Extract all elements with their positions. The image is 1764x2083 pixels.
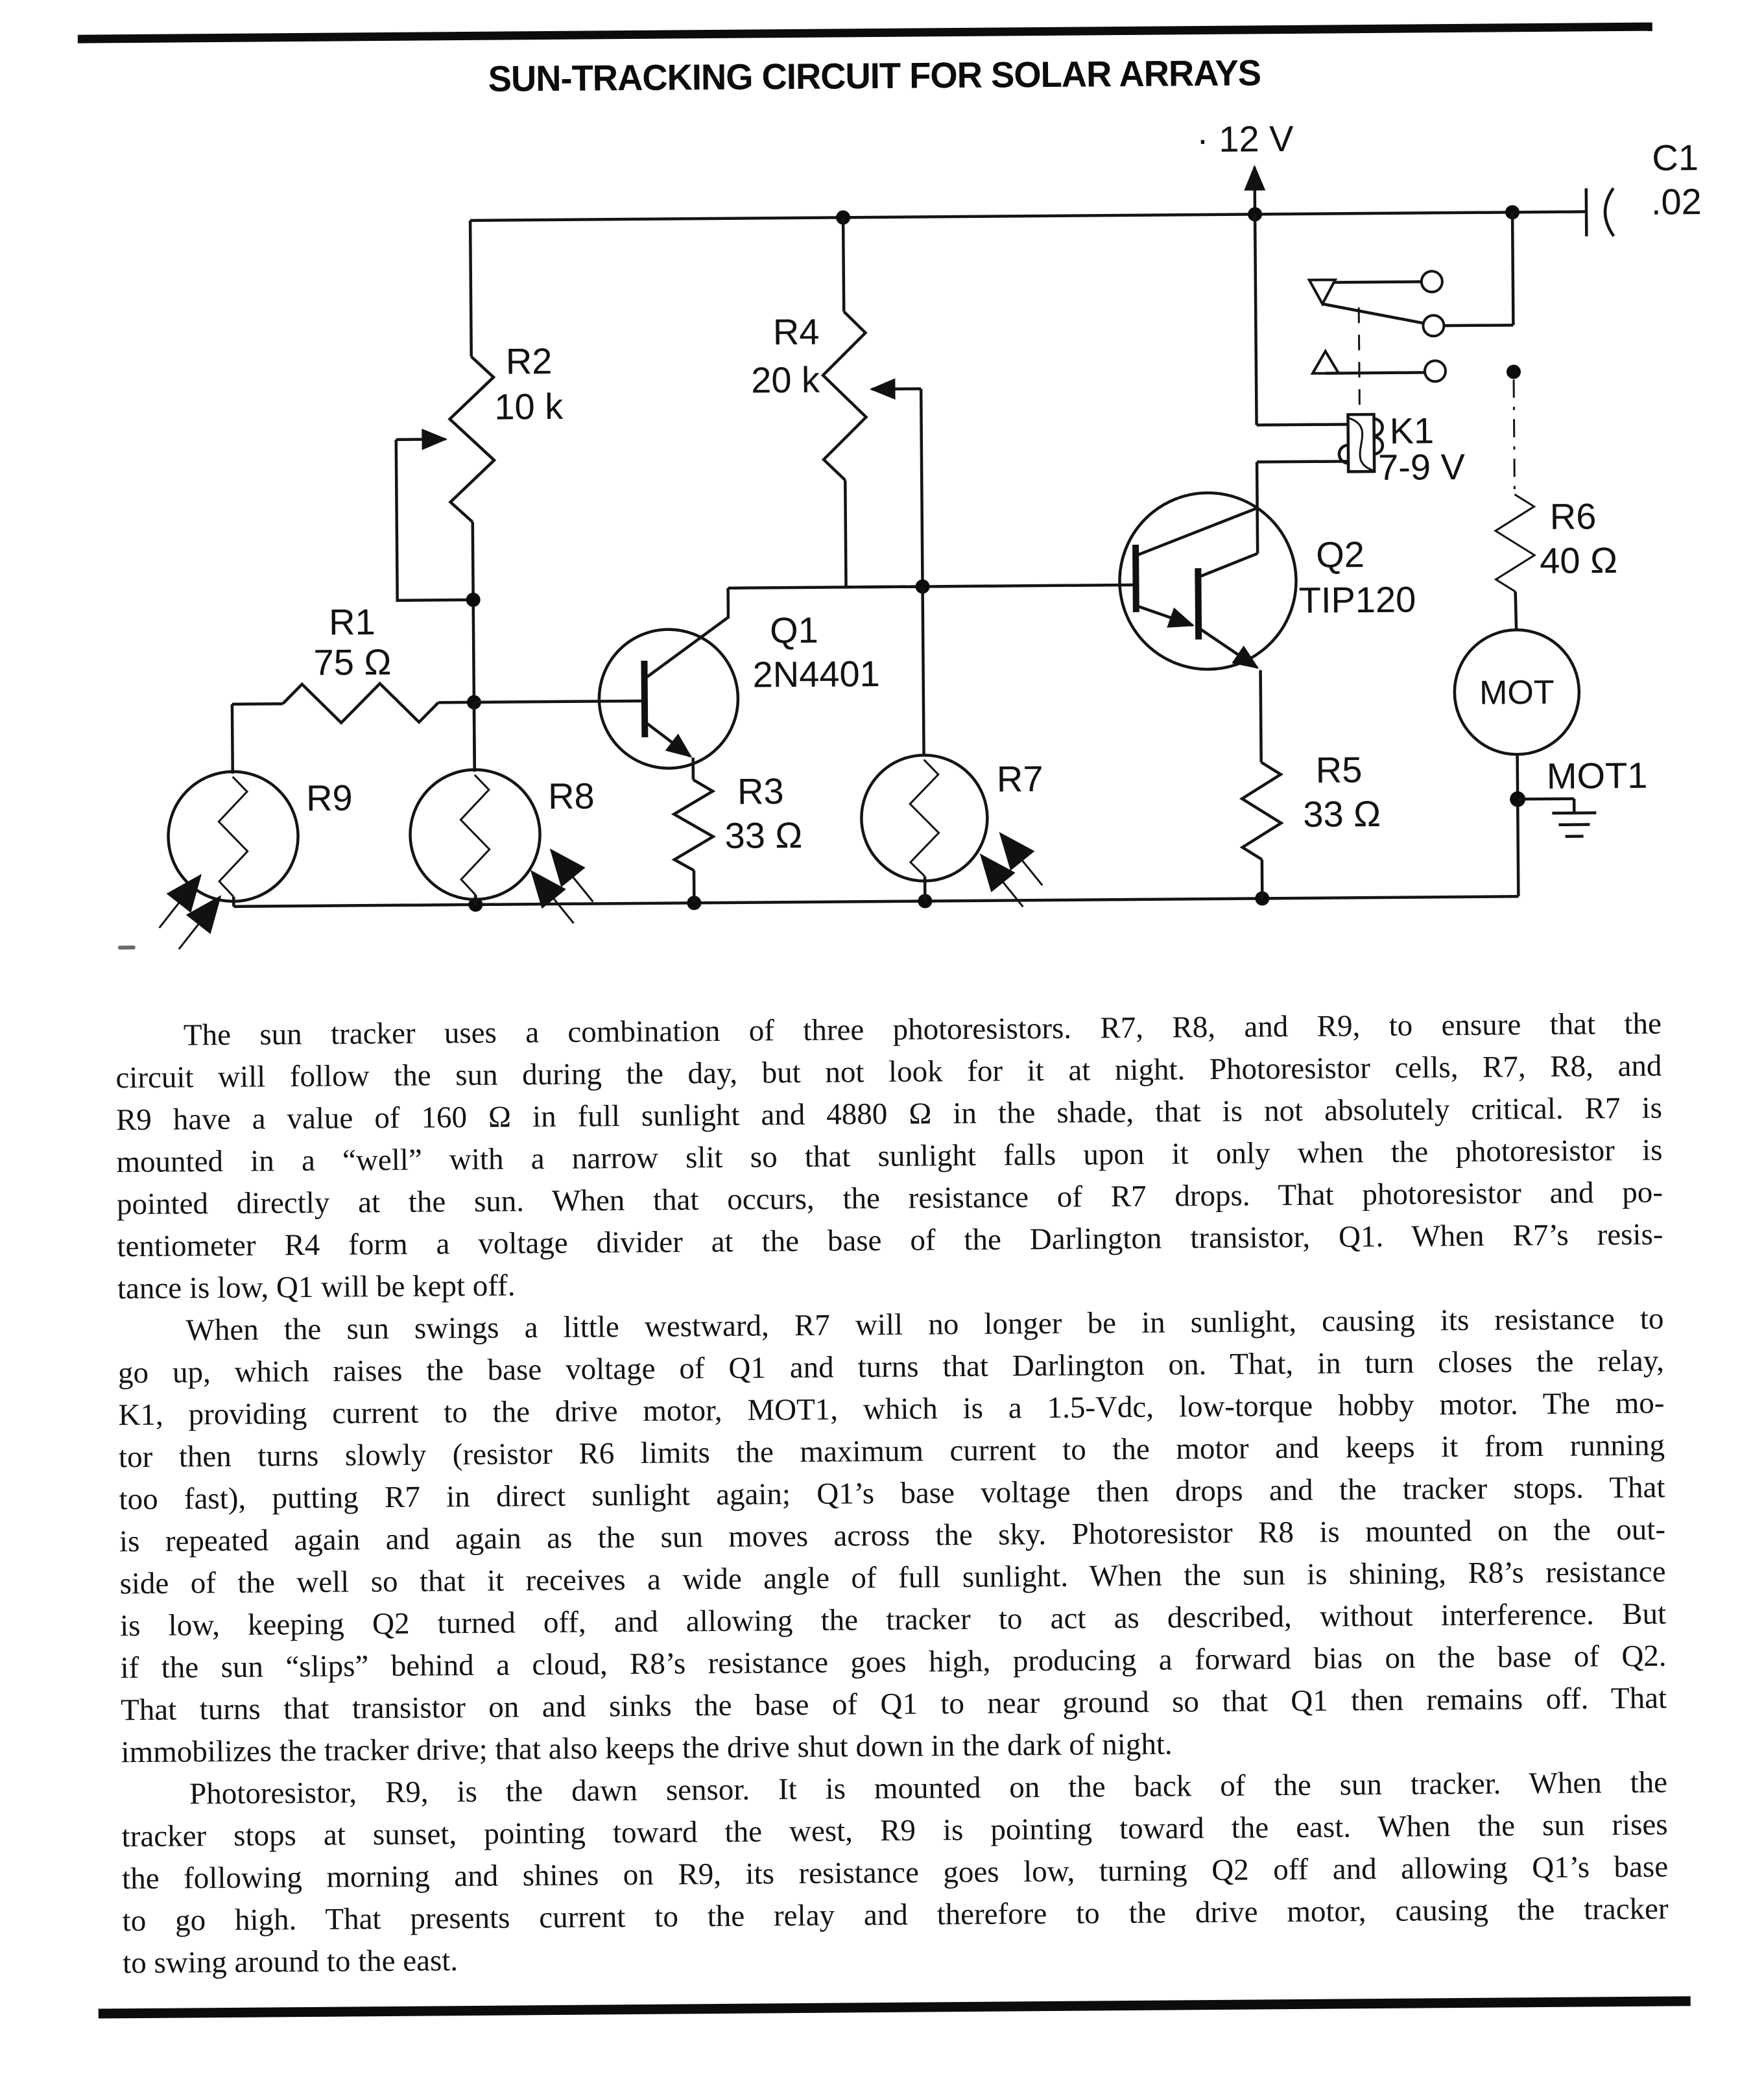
light-arrow-icon <box>159 876 200 927</box>
relay-pivot-icon <box>1309 280 1335 304</box>
c1-label: C1 <box>1652 137 1699 178</box>
page-title: SUN-TRACKING CIRCUIT FOR SOLAR ARRAYS <box>488 52 1261 99</box>
text-line: K1, providing current to the drive motor, MOT1, which is a 1.5-Vdc, low-torque hobby motor. The mo- <box>118 1386 1665 1433</box>
resistor-r5 <box>1242 749 1382 899</box>
text-line: to swing around to the east. <box>122 1944 459 1981</box>
relay-k1-contacts <box>1309 212 1521 412</box>
text-line: The sun tracker uses a combination of three photoresistors. R7, R8, and R9, to ensure that the <box>183 1006 1662 1053</box>
capacitor-c1 <box>1586 137 1702 236</box>
scan-stray-mark <box>118 946 136 949</box>
q1-emitter-arrow-icon <box>645 721 690 757</box>
transistor-q1 <box>473 587 881 781</box>
light-arrow-icon <box>178 898 220 949</box>
light-arrow-icon <box>1001 834 1043 885</box>
top-power-rail <box>470 115 1586 228</box>
text-line: R9 have a value of 160 Ω in full sunlight and 4880 Ω in the shade, that is not absolutely critical. R7 is <box>115 1091 1663 1137</box>
r2-wiper-arrow-icon <box>396 439 446 440</box>
photoresistor-r7 <box>860 586 1044 908</box>
r4-label: R4 <box>772 311 820 353</box>
power-rail-label: · 12 V <box>1196 117 1294 160</box>
motor-terminal-label: MOT1 <box>1546 754 1648 796</box>
r1-value: 75 Ω <box>313 641 392 683</box>
light-arrow-icon <box>552 850 593 901</box>
text-line: if the sun “slips” behind a cloud, R8’s resistance goes high, producing a forward bias on the base of Q2. <box>120 1639 1667 1685</box>
r5-value: 33 Ω <box>1303 792 1381 835</box>
text-line: is low, keeping Q2 turned off, and allowing the tracker to act as described, without interference. But <box>119 1597 1667 1643</box>
text-line: immobilizes the tracker drive; that also keeps the drive shut down in the dark of night. <box>121 1727 1173 1770</box>
q2-value: TIP120 <box>1298 578 1416 621</box>
r9-label: R9 <box>305 777 353 818</box>
text-line: tracker stops at sunset, pointing toward the west, R9 is pointing toward the east. When the sun rises <box>121 1807 1668 1854</box>
q2-label: Q2 <box>1315 534 1365 575</box>
r5-label: R5 <box>1315 749 1363 791</box>
potentiometer-r2 <box>394 220 566 770</box>
motor-mot1 <box>1454 591 1649 897</box>
text-line: circuit will follow the sun during the day, but not look for it at night. Photoresistor cells, R7, R8, and <box>115 1049 1662 1095</box>
r2-label: R2 <box>505 340 553 382</box>
photoresistor-r8 <box>409 701 595 924</box>
text-line: to go high. That presents current to the relay and therefore to the drive motor, causing the tracker <box>122 1892 1669 1938</box>
c1-value: .02 <box>1651 181 1702 222</box>
light-arrow-icon <box>532 872 574 923</box>
relay-contact-support-icon <box>1313 351 1339 373</box>
text-line: too fast), putting R7 in direct sunlight again; Q1’s base voltage then drops and the tracker stops. That <box>119 1470 1665 1517</box>
k1-label: K1 <box>1389 410 1435 451</box>
r6-label: R6 <box>1549 495 1597 537</box>
r4-wiper-arrow-icon <box>872 388 921 389</box>
ground-rail <box>233 889 1518 914</box>
text-line: side of the well so that it receives a wide angle of full sunlight. When the sun is shining, R8’s resistance <box>119 1554 1666 1601</box>
text-line: go up, which raises the base voltage of Q1 and turns that Darlington on. That, in turn closes the relay, <box>117 1344 1665 1390</box>
r4-value: 20 k <box>750 359 820 401</box>
text-line: mounted in a “well” with a narrow slit so that sunlight falls upon it only when the photoresistor is <box>116 1133 1663 1180</box>
resistor-r3 <box>674 770 803 903</box>
text-line: That turns that transistor on and sinks the base of Q1 to near ground so that Q1 then remains off. That <box>120 1681 1667 1728</box>
motor-label: MOT <box>1479 673 1555 712</box>
photoresistor-r9 <box>158 703 354 949</box>
text-line: Photoresistor, R9, is the dawn sensor. It is mounted on the back of the sun tracker. When the <box>189 1765 1668 1811</box>
text-line: pointed directly at the sun. When that occurs, the resistance of R7 drops. That photoresistor and po- <box>116 1175 1663 1222</box>
circuit-schematic <box>0 0 1763 967</box>
text-line: When the sun swings a little westward, R7 will no longer be in sunlight, causing its resistance to <box>185 1302 1664 1348</box>
relay-k1-coil <box>1255 213 1466 489</box>
text-line: the following morning and shines on R9, its resistance goes low, turning Q2 off and allowing Q1’s base <box>121 1850 1669 1896</box>
r3-value: 33 Ω <box>724 814 803 856</box>
q2-emitter-arrow-icon <box>1198 627 1257 668</box>
transistor-q2 <box>1119 461 1417 764</box>
ground-icon <box>1518 798 1596 837</box>
text-line: tance is low, Q1 will be kept off. <box>117 1268 516 1306</box>
text-line: tentiometer R4 form a voltage divider at the base of the Darlington transistor, Q1. When R7’s resis- <box>117 1217 1663 1264</box>
r3-label: R3 <box>737 770 784 812</box>
q1-value: 2N4401 <box>752 653 881 695</box>
r1-label: R1 <box>328 601 375 643</box>
q1-label: Q1 <box>769 609 819 651</box>
text-line: is repeated again and again as the sun moves across the sky. Photoresistor R8 is mounted on the out- <box>119 1512 1666 1559</box>
resistor-r1 <box>232 601 481 724</box>
text-line: tor then turns slowly (resistor R6 limits the maximum current to the motor and keeps it from running <box>118 1428 1665 1475</box>
r8-label: R8 <box>547 775 595 817</box>
bottom-rule <box>99 1996 1691 2018</box>
q2-inner-emitter-arrow-icon <box>1136 605 1193 626</box>
r7-label: R7 <box>996 758 1043 800</box>
relay-armature <box>1322 303 1424 324</box>
k1-value: 7-9 V <box>1377 446 1466 488</box>
potentiometer-r4 <box>750 217 922 588</box>
r6-value: 40 Ω <box>1540 540 1618 582</box>
q1-collector-to-q2-base-wire <box>728 578 1136 595</box>
r2-value: 10 k <box>494 385 564 427</box>
article-text <box>115 1003 1669 1985</box>
resistor-r6 <box>1494 379 1617 591</box>
